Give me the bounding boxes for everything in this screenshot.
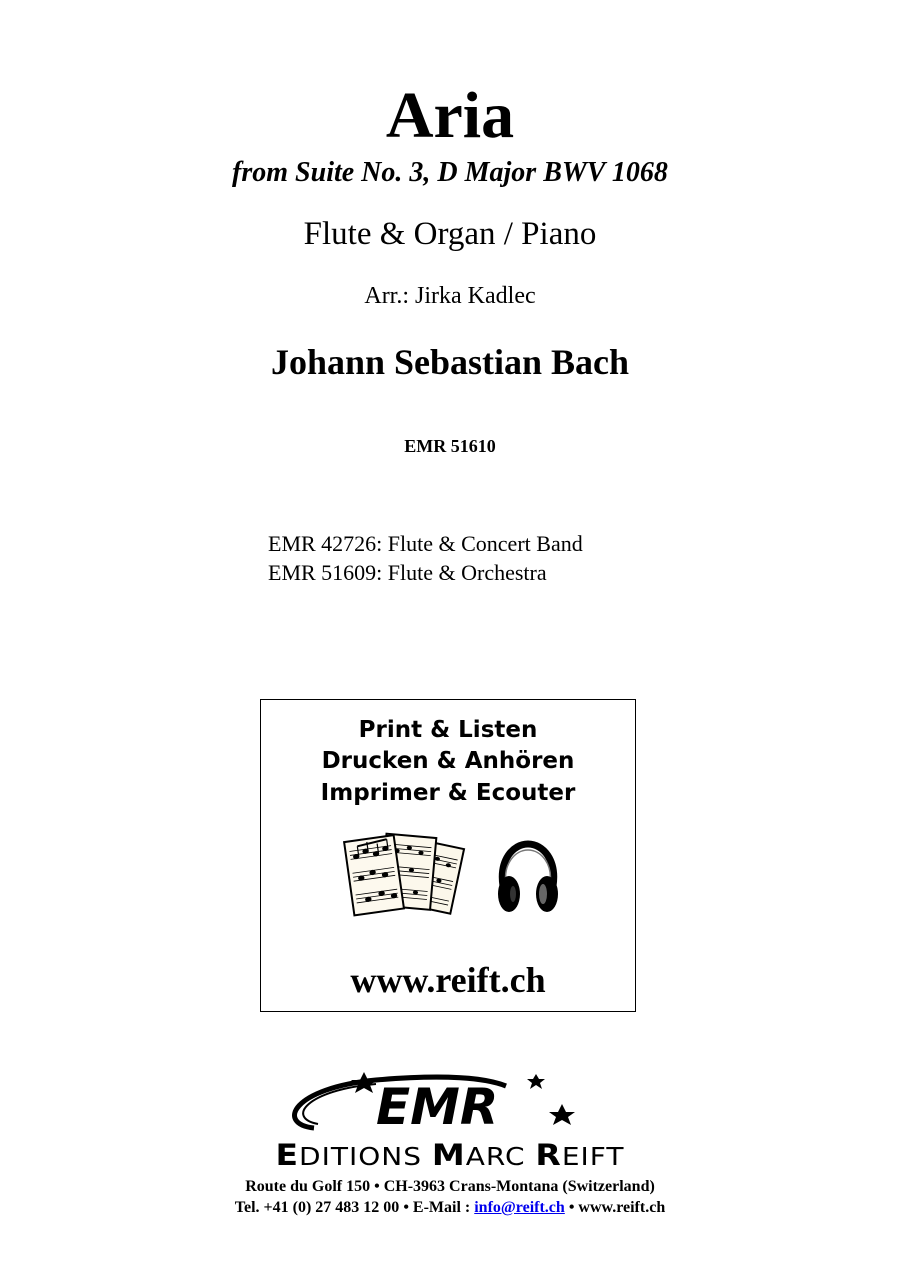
email-link[interactable]: info@reift.ch bbox=[474, 1199, 565, 1216]
arranger: Arr.: Jirka Kadlec bbox=[364, 283, 536, 309]
emr-logo bbox=[236, 1068, 596, 1138]
promo-line-german: Drucken & Anhören bbox=[321, 748, 575, 774]
email-label: • E-Mail : bbox=[403, 1199, 471, 1216]
publisher-phone: Tel. +41 (0) 27 483 12 00 bbox=[234, 1199, 400, 1216]
promo-url[interactable]: www.reift.ch bbox=[350, 960, 546, 1000]
publisher-name-part: EIFT bbox=[561, 1141, 625, 1172]
headphones-icon bbox=[493, 838, 563, 918]
publisher-name-part: ARC bbox=[465, 1141, 536, 1172]
sheet-music-icon bbox=[341, 830, 471, 920]
promo-line-french: Imprimer & Ecouter bbox=[320, 780, 576, 806]
composer: Johann Sebastian Bach bbox=[270, 342, 630, 382]
instrumentation: Flute & Organ / Piano bbox=[303, 216, 597, 252]
publisher-name bbox=[0, 1137, 900, 1173]
catalog-number: EMR 51610 bbox=[404, 436, 496, 456]
publisher-name-part: M bbox=[431, 1137, 466, 1173]
publisher-address: Route du Golf 150 • CH-3963 Crans-Montana (Switzerland) bbox=[245, 1178, 655, 1195]
website-link[interactable]: • www.reift.ch bbox=[568, 1199, 666, 1216]
publisher-name-part: R bbox=[535, 1137, 562, 1173]
page-title: Aria bbox=[385, 79, 515, 152]
print-listen-box bbox=[260, 699, 636, 1012]
promo-line-english: Print & Listen bbox=[358, 717, 538, 743]
emr-logo-text: EMR bbox=[376, 1078, 499, 1136]
alternate-edition: EMR 42726: Flute & Concert Band bbox=[268, 531, 583, 556]
publisher-contact bbox=[0, 1198, 900, 1218]
alternate-edition: EMR 51609: Flute & Orchestra bbox=[268, 560, 547, 585]
publisher-name-part: DITIONS bbox=[299, 1141, 432, 1172]
subtitle: from Suite No. 3, D Major BWV 1068 bbox=[232, 157, 668, 188]
publisher-name-part: E bbox=[275, 1137, 300, 1173]
